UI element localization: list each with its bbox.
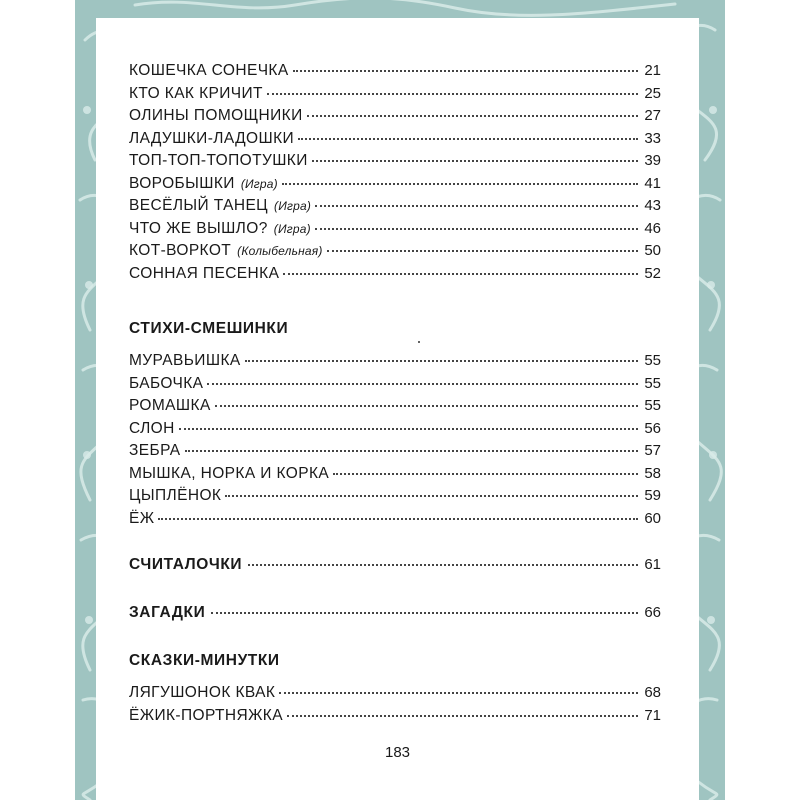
toc-entry: [129, 130, 661, 153]
toc-entry-page: 71: [644, 706, 661, 724]
toc-entry: [129, 510, 661, 533]
section-heading: [129, 320, 661, 344]
toc-entry: [129, 62, 661, 85]
toc-entry-page: 59: [644, 487, 661, 504]
toc-entry-title: ЛЯГУШОНОК КВАК: [129, 684, 276, 701]
toc-entry: [129, 442, 661, 465]
dot-leader: [248, 564, 638, 566]
toc-entry-title: ЁЖ: [129, 509, 155, 527]
toc-entry: [129, 265, 661, 288]
dot-leader: [287, 715, 638, 717]
page-number: 183: [384, 744, 411, 761]
toc-entry-page: 55: [644, 374, 661, 392]
dot-leader: [327, 250, 639, 252]
section-heading-title: СТИХИ-СМЕШИНКИ: [129, 320, 289, 337]
toc-entry-title: БАБОЧКА: [129, 374, 204, 392]
toc-entry-page: 33: [644, 129, 661, 147]
toc-entry: [129, 107, 661, 130]
toc-entry-page: 39: [644, 152, 661, 169]
toc-entry-title: КОТ-ВОРКОТ: [129, 242, 232, 259]
section-heading: [129, 556, 661, 580]
toc-entry: [129, 684, 661, 707]
section-heading-page: 61: [644, 556, 661, 573]
dot-leader: [215, 405, 639, 407]
toc-entry-page: 56: [644, 419, 661, 437]
toc-entry-title: КОШЕЧКА СОНЕЧКА: [129, 62, 289, 79]
dot-leader: [298, 138, 638, 140]
toc-entry-page: 60: [644, 509, 661, 527]
toc-entry: [129, 487, 661, 510]
toc-entry-title: МЫШКА, НОРКА И КОРКА: [129, 464, 330, 482]
toc-entry-page: 57: [644, 442, 661, 459]
toc-entry-title: ВОРОБЫШКИ: [129, 174, 235, 192]
toc-entry-title: ЁЖИК-ПОРТНЯЖКА: [129, 706, 283, 724]
toc-entry-title: СЛОН: [129, 419, 175, 437]
section-heading: [129, 604, 661, 628]
toc-entry: [129, 397, 661, 420]
toc-entry-note: (Игра): [274, 199, 312, 213]
toc-entry-title: МУРАВЬИШКА: [129, 352, 241, 369]
dot-leader: [267, 93, 638, 95]
toc-entry: [129, 175, 661, 198]
toc-entry: [129, 242, 661, 265]
toc-entry-page: 25: [644, 84, 661, 102]
toc-entry-note: (Колыбельная): [237, 244, 323, 258]
toc-entry-page: 58: [644, 464, 661, 482]
toc-entry: [129, 220, 661, 243]
dot-leader: [225, 495, 638, 497]
section-heading-title: ЗАГАДКИ: [129, 604, 206, 621]
toc-entry: [129, 352, 661, 375]
toc-entry-title: ЧТО ЖЕ ВЫШЛО?: [129, 219, 268, 237]
toc-entry-title: ЛАДУШКИ-ЛАДОШКИ: [129, 129, 295, 147]
toc-entry: [129, 152, 661, 175]
toc-entry-title: ТОП-ТОП-ТОПОТУШКИ: [129, 152, 308, 169]
toc-entry-title: СОННАЯ ПЕСЕНКА: [129, 264, 280, 282]
toc-entry-page: 50: [644, 242, 661, 259]
toc-entry: [129, 197, 661, 220]
toc-entry: [129, 707, 661, 730]
dot-leader: [279, 692, 638, 694]
toc-entry: [129, 420, 661, 443]
toc-entry: [129, 85, 661, 108]
section-heading-title: СЧИТАЛОЧКИ: [129, 556, 243, 573]
print-speck: [418, 341, 420, 343]
toc-entry-title: РОМАШКА: [129, 397, 211, 414]
dot-leader: [282, 183, 638, 185]
toc-entry-page: 68: [644, 684, 661, 701]
book-page: [96, 18, 699, 800]
toc-entry-title: ВЕСЁЛЫЙ ТАНЕЦ: [129, 197, 269, 214]
toc-entry-page: 55: [644, 352, 661, 369]
dot-leader: [185, 450, 639, 452]
toc-entry-page: 52: [644, 264, 661, 282]
section-heading: [129, 652, 661, 676]
toc-entry: [129, 375, 661, 398]
dot-leader: [179, 428, 639, 430]
toc-entry-note: (Игра): [273, 221, 311, 236]
dot-leader: [207, 383, 638, 385]
toc-entry-title: ОЛИНЫ ПОМОЩНИКИ: [129, 107, 303, 124]
toc-entry-page: 46: [644, 219, 661, 237]
toc-entry-page: 27: [644, 107, 661, 124]
dot-leader: [312, 160, 639, 162]
toc-entry-title: КТО КАК КРИЧИТ: [129, 84, 263, 102]
dot-leader: [307, 115, 639, 117]
section-heading-page: 66: [644, 604, 661, 621]
dot-leader: [315, 228, 639, 230]
decorative-frame: [75, 0, 725, 800]
section-heading-title: СКАЗКИ-МИНУТКИ: [129, 652, 280, 669]
toc-entry-page: 41: [644, 174, 661, 192]
dot-leader: [283, 273, 638, 275]
toc-entry-page: 55: [644, 397, 661, 414]
toc-entry-page: 21: [644, 62, 661, 79]
toc-entry-title: ЦЫПЛЁНОК: [129, 487, 222, 504]
dot-leader: [245, 360, 639, 362]
toc-entry-note: (Игра): [240, 176, 278, 191]
dot-leader: [315, 205, 638, 207]
toc-entry-title: ЗЕБРА: [129, 442, 181, 459]
table-of-contents: [129, 62, 661, 729]
toc-entry: [129, 465, 661, 488]
dot-leader: [211, 612, 638, 614]
toc-entry-page: 43: [644, 197, 661, 214]
dot-leader: [293, 70, 639, 72]
dot-leader: [158, 518, 638, 520]
dot-leader: [333, 473, 638, 475]
